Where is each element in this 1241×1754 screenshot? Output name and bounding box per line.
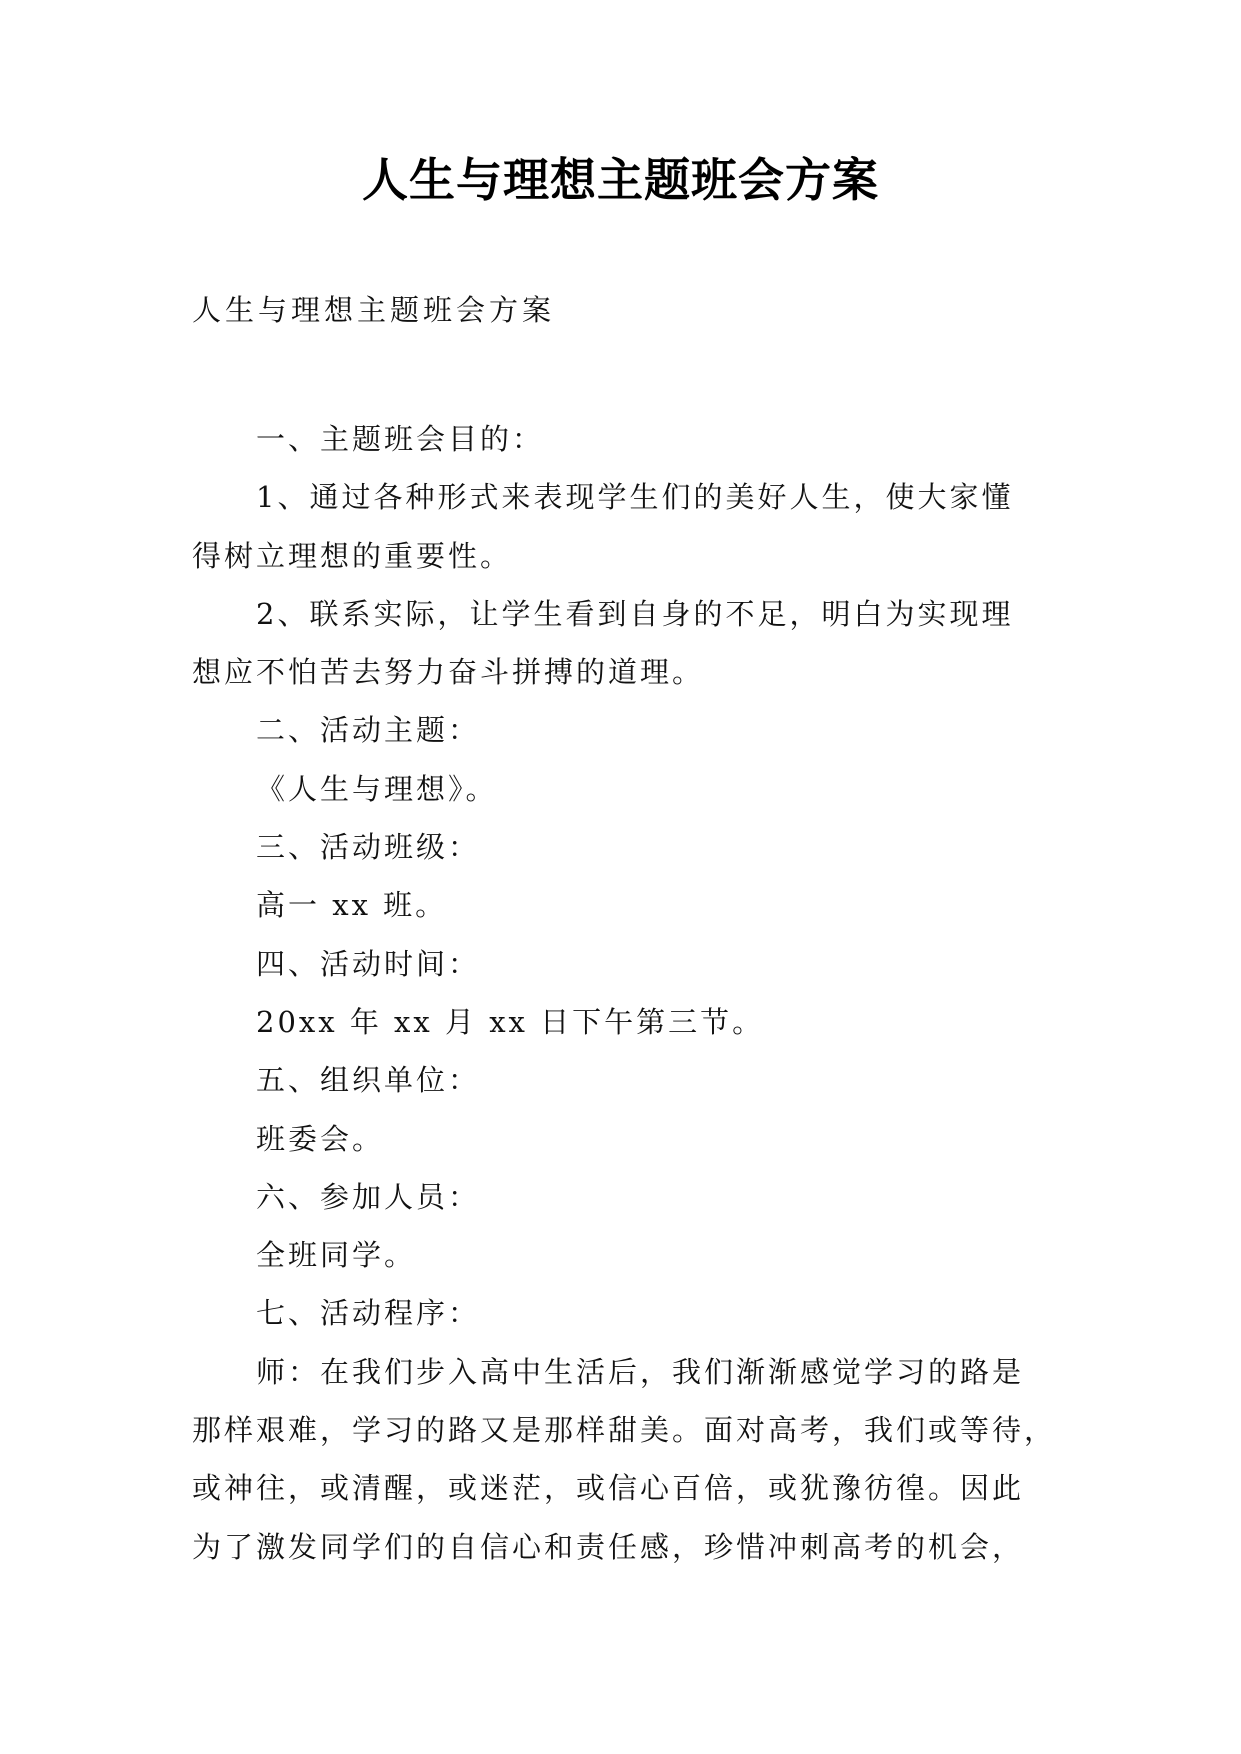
- section-heading-procedure: 七、活动程序：: [256, 1296, 481, 1331]
- paragraph-line: 2、联系实际，让学生看到自身的不足，明白为实现理: [256, 596, 1014, 631]
- document-title: 人生与理想主题班会方案: [362, 153, 879, 207]
- section-heading-purpose: 一、主题班会目的：: [256, 422, 545, 456]
- paragraph-line: 1、通过各种形式来表现学生们的美好人生，使大家懂: [256, 480, 1014, 515]
- document-body: [192, 410, 1064, 1576]
- paragraph-line: 想应不怕苦去努力奋斗拼搏的道理。: [192, 655, 705, 690]
- section-heading-participants: 六、参加人员：: [256, 1179, 481, 1214]
- paragraph-line: 为了激发同学们的自信心和责任感，珍惜冲刺高考的机会，: [192, 1529, 1025, 1564]
- paragraph-line: 《人生与理想》。: [256, 771, 498, 806]
- document-subtitle: 人生与理想主题班会方案: [192, 293, 556, 327]
- paragraph-line: 或神往，或清醒，或迷茫，或信心百倍，或犹豫彷徨。因此: [192, 1471, 1025, 1506]
- paragraph-line: 班委会。: [256, 1121, 385, 1156]
- section-heading-organizer: 五、组织单位：: [256, 1063, 481, 1098]
- paragraph-line: 全班同学。: [256, 1238, 417, 1273]
- paragraph-line: 那样艰难，学习的路又是那样甜美。面对高考，我们或等待，: [192, 1413, 1057, 1448]
- section-heading-class: 三、活动班级：: [256, 830, 481, 865]
- paragraph-line: 高一 xx 班。: [256, 888, 448, 923]
- section-heading-time: 四、活动时间：: [256, 946, 481, 981]
- paragraph-line: 得树立理想的重要性。: [192, 538, 513, 573]
- section-heading-theme: 二、活动主题：: [256, 713, 481, 748]
- paragraph-line: 师：在我们步入高中生活后，我们渐渐感觉学习的路是: [256, 1354, 1025, 1389]
- paragraph-line: 20xx 年 xx 月 xx 日下午第三节。: [256, 1004, 765, 1039]
